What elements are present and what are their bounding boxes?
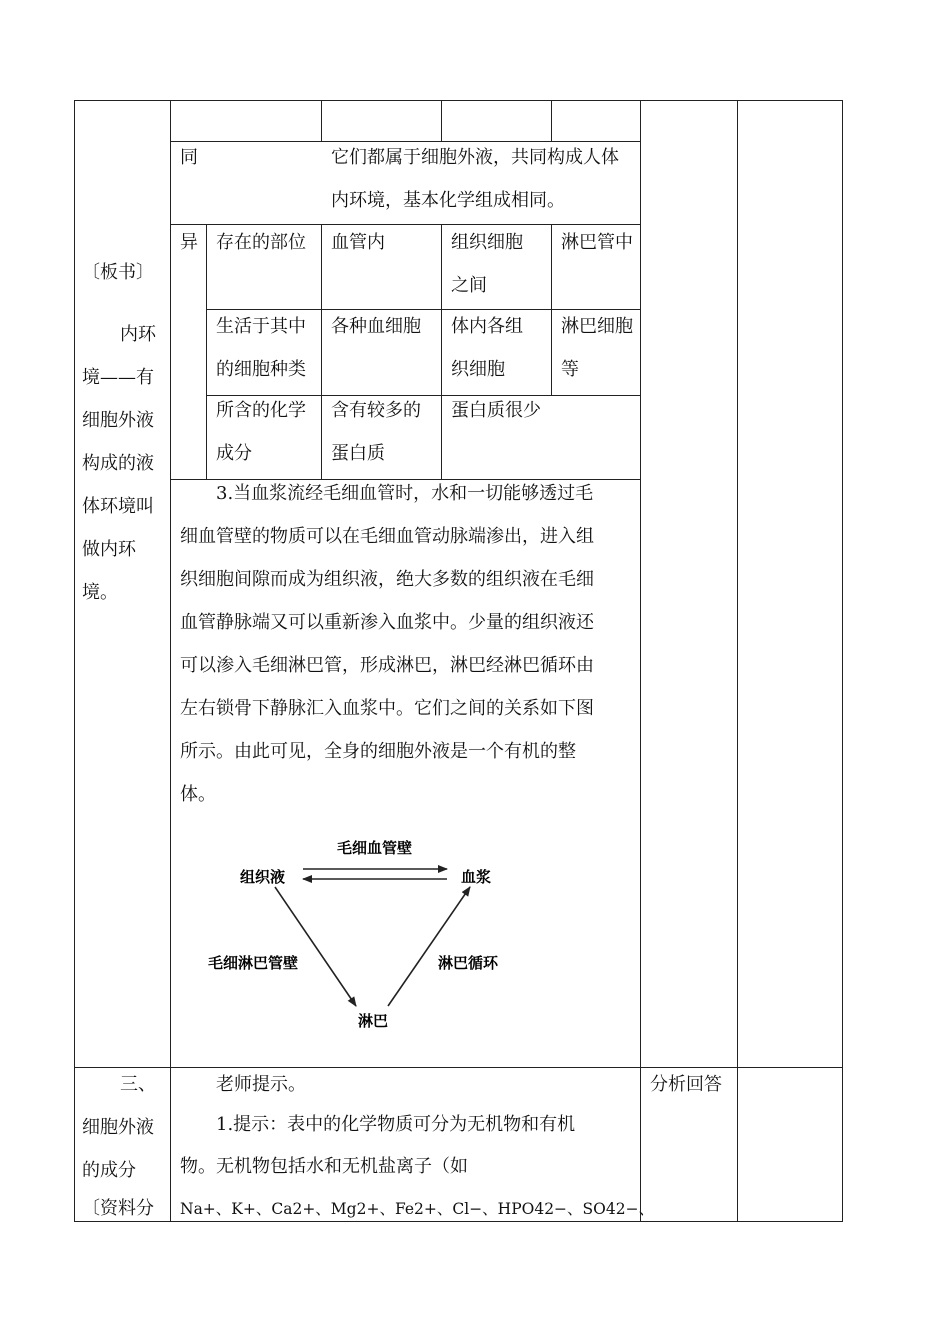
paragraph-line: 血管静脉端又可以重新渗入血浆中。少量的组织液还	[180, 612, 594, 633]
col-divider-1	[170, 100, 171, 1222]
col-divider-2	[640, 100, 641, 1222]
outer-row-divider	[74, 1067, 843, 1068]
paragraph-3	[180, 472, 594, 816]
node-tissue-fluid: 组织液	[240, 868, 286, 886]
section2-left-line: 三、	[120, 1074, 156, 1095]
section2-left-line: 〔资料分	[82, 1198, 154, 1219]
left-note-line: 细胞外液	[82, 410, 154, 431]
edge-label-lymph-capillary: 毛细淋巴管壁	[208, 954, 299, 972]
arrow-lymph-to-plasma	[388, 887, 470, 1006]
left-note-line: 境。	[82, 582, 118, 603]
table-cell: 各种血细胞	[331, 316, 421, 337]
paragraph-line: 织细胞间隙而成为组织液，绝大多数的组织液在毛细	[180, 569, 594, 590]
col-divider-3	[737, 100, 738, 1222]
row-label: 的细胞种类	[216, 359, 306, 380]
section2-left-line: 的成分	[82, 1160, 136, 1181]
section2-main-line: 1.提示：表中的化学物质可分为无机物和有机	[216, 1114, 576, 1135]
inner-row-line	[170, 224, 640, 225]
left-note-line: 做内环	[82, 539, 136, 560]
table-cell: 组织细胞	[451, 232, 523, 253]
table-cell: 蛋白质	[331, 443, 385, 464]
table-cell: 织细胞	[451, 359, 505, 380]
outer-right-border	[842, 100, 843, 1222]
same-text-line: 它们都属于细胞外液，共同构成人体	[331, 147, 619, 168]
row-label: 成分	[216, 443, 252, 464]
fluid-relationship-diagram	[195, 825, 525, 1040]
outer-left-border	[74, 100, 75, 1222]
row-label: 存在的部位	[216, 232, 306, 253]
left-note-line: 构成的液	[82, 453, 154, 474]
table-cell: 血管内	[331, 232, 385, 253]
outer-bottom-border	[74, 1221, 843, 1222]
section2-main-line: 物。无机物包括水和无机盐离子（如	[180, 1156, 468, 1177]
diagram-top-label: 毛细血管壁	[337, 839, 413, 857]
outer-top-border	[74, 100, 843, 101]
paragraph-line: 可以渗入毛细淋巴管，形成淋巴，淋巴经淋巴循环由	[180, 655, 594, 676]
same-text-line: 内环境，基本化学组成相同。	[331, 190, 565, 211]
diff-label: 异	[180, 232, 198, 253]
inner-col-line	[441, 100, 442, 142]
table-cell: 含有较多的	[331, 400, 421, 421]
inner-row-line	[170, 141, 640, 142]
arrow-to-lymph	[275, 887, 356, 1006]
inner-col-line	[551, 224, 552, 396]
inner-row-line	[206, 395, 640, 396]
section2-right-note: 分析回答	[650, 1074, 722, 1095]
inner-col-line	[206, 224, 207, 480]
inner-col-line	[551, 100, 552, 142]
section2-main-line: Na+、K+、Ca2+、Mg2+、Fe2+、Cl−、HPO42−、SO42−、	[180, 1200, 655, 1218]
table-cell: 体内各组	[451, 316, 523, 337]
row-label: 所含的化学	[216, 400, 306, 421]
node-lymph: 淋巴	[358, 1012, 389, 1030]
table-cell: 淋巴细胞	[561, 316, 633, 337]
table-cell: 淋巴管中	[561, 232, 633, 253]
edge-label-lymph-circulation: 淋巴循环	[438, 954, 499, 972]
paragraph-line: 细血管壁的物质可以在毛细血管动脉端渗出，进入组	[180, 526, 594, 547]
inner-col-line	[321, 100, 322, 142]
left-note-line: 体环境叫	[82, 496, 154, 517]
left-note-line: 境——有	[82, 367, 154, 388]
row-label: 生活于其中	[216, 316, 306, 337]
inner-row-line	[206, 309, 640, 310]
inner-col-line	[321, 224, 322, 480]
paragraph-line: 所示。由此可见，全身的细胞外液是一个有机的整	[180, 741, 576, 762]
inner-col-line	[441, 224, 442, 480]
paragraph-line: 体。	[180, 784, 216, 805]
left-note-line: 〔板书〕	[82, 262, 154, 283]
table-cell: 之间	[451, 275, 487, 296]
section2-main-line: 老师提示。	[216, 1074, 306, 1095]
table-cell: 蛋白质很少	[451, 400, 541, 421]
same-label: 同	[180, 147, 198, 168]
node-plasma: 血浆	[461, 868, 492, 886]
paragraph-line: 左右锁骨下静脉汇入血浆中。它们之间的关系如下图	[180, 698, 594, 719]
left-note-line: 内环	[120, 324, 156, 345]
section2-left-line: 细胞外液	[82, 1117, 154, 1138]
paragraph-line: 3.当血浆流经毛细血管时，水和一切能够透过毛	[216, 483, 594, 504]
table-cell: 等	[561, 359, 579, 380]
